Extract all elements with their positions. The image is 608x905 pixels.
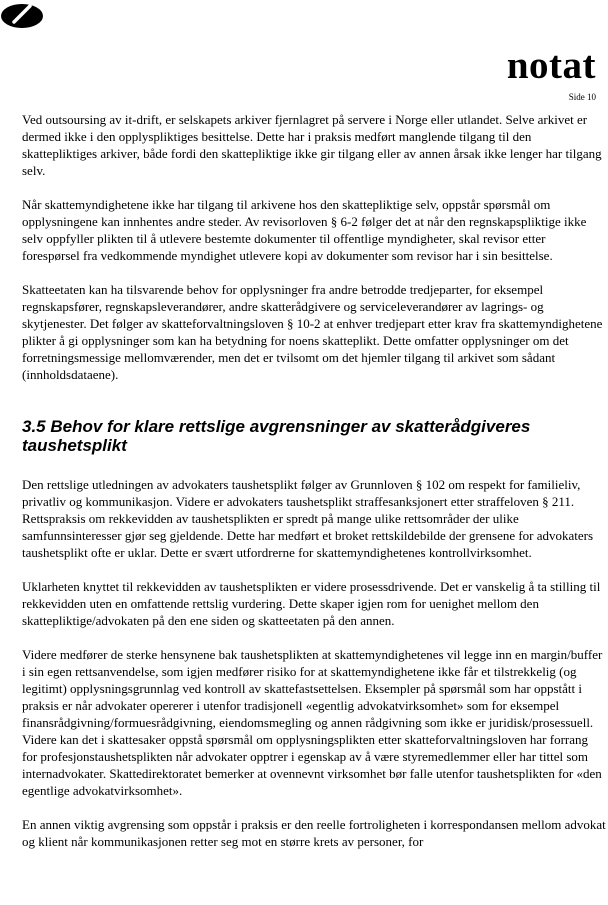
paragraph-uklarheten: Uklarheten knyttet til rekkevidden av taushetsplikten er videre prosessdrivende. Det er vanskelig å ta stilling til rekkevidden uten en omfattende rettslig vurdering. Dette skaper igjen rom for uenighet mellom den skattepliktige/advokaten på den ene siden og skatteetaten på den annen. [22,579,601,628]
section-heading: 3.5 Behov for klare rettslige avgrensninger av skatterådgiveres taushetsplikt [22,417,531,455]
page-number: Side 10 [568,92,596,102]
paragraph-margin-buffer: Videre medfører de sterke hensynene bak taushetsplikten at skattemyndighetenes vil legge inn en margin/buffer i sin egen rettsanvendelse, som igjen medfører risiko for at skattemyndighetene ikke får et tilstrekkelig (og legitimt) opplysningsgrunnlag ved kontroll av skattefastsettelsen. Eksempler på spørsmål som har oppstått i praksis er når advokater opererer i utenfor tradisjonell «egentlig advokatvirksomhet» som for eksempel finansrådgivning/formuesrådgivning, eiendomsmegling og annen rådgivning som ikke er juridisk/prosessuell. Videre kan det i skattesaker oppstå spørsmål om opplysningsplikten etter skatteforvaltningsloven har forrang for profesjonstaushetsplikten når advokater opptrer i egenskap av å være styremedlemmer eller har tittel som internadvokater. Skattedirektoratet bemerker at ovennevnt virksomhet bør falle utenfor taushetsplikten for «den egentlige advokatvirksomhet». [22,647,603,798]
paragraph-grunnloven: Den rettslige utledningen av advokaters taushetsplikt følger av Grunnloven § 102 om respekt for familieliv, privatliv og kommunikasjon. Videre er advokaters taushetsplikt straffesanksjonert etter straffeloven § 211. Rettspraksis om rekkevidden av taushetsplikten er spredt på mange ulike rettsområder der ulike samfunnsinteresser gjør seg gjeldende. Dette har medført et broket rettskildebilde der grensene for advokaters taushetsplikt ofte er uklar. Dette er svært utfordrerne for skattemyndighetenes kontrollvirksomhet. [22,477,594,560]
paragraph-tredjeparter: Skatteetaten kan ha tilsvarende behov for opplysninger fra andre betrodde tredjeparter, for eksempel regnskapsfører, regnskapsleverandører, andre skatterådgivere og serviceleverandører av lagrings- og skytjenester. Det følger av skatteforvaltningsloven § 10-2 at enhver tredjepart etter krav fra skattemyndighetene plikter å gi opplysninger som kan ha betydning for noens skatteplikt. Dette omfatter opplysninger om det forretningsmessige mellomværender, men det er tvilsomt om det hjemler tilgang til arkivet som sådant (innholdsdataene). [22,282,603,382]
document-type-title: notat [506,44,596,87]
paragraph-revisorloven: Når skattemyndighetene ikke har tilgang til arkivene hos den skattepliktige selv, oppstår spørsmål om opplysningene kan innhentes andre steder. Av revisorloven § 6-2 følger det at når den regnskapspliktige ikke selv oppfyller plikten til å utlevere bestemte dokumenter til offentlige myndigheter, skal revisor etter forespørsel fra vedkommende myndighet utlevere kopi av dokumenter som revisor har i sin besittelse. [22,197,587,263]
paragraph-fortrolighet: En annen viktig avgrensing som oppstår i praksis er den reelle fortroligheten i korrespondansen mellom advokat og klient når kommunikasjonen retter seg mot en større krets av personer, for [22,817,606,849]
agency-logo [0,0,46,30]
paragraph-outsourcing: Ved outsoursing av it-drift, er selskapets arkiver fjernlagret på servere i Norge eller utlandet. Selve arkivet er dermed ikke i den opplyspliktiges besittelse. Dette har i praksis medført manglende tilgang til den skattepliktiges arkiver, både fordi den skattepliktige ikke gir tilgang eller av annen årsak ikke lenger har tilgang selv. [22,112,602,178]
document-body [22,111,606,867]
